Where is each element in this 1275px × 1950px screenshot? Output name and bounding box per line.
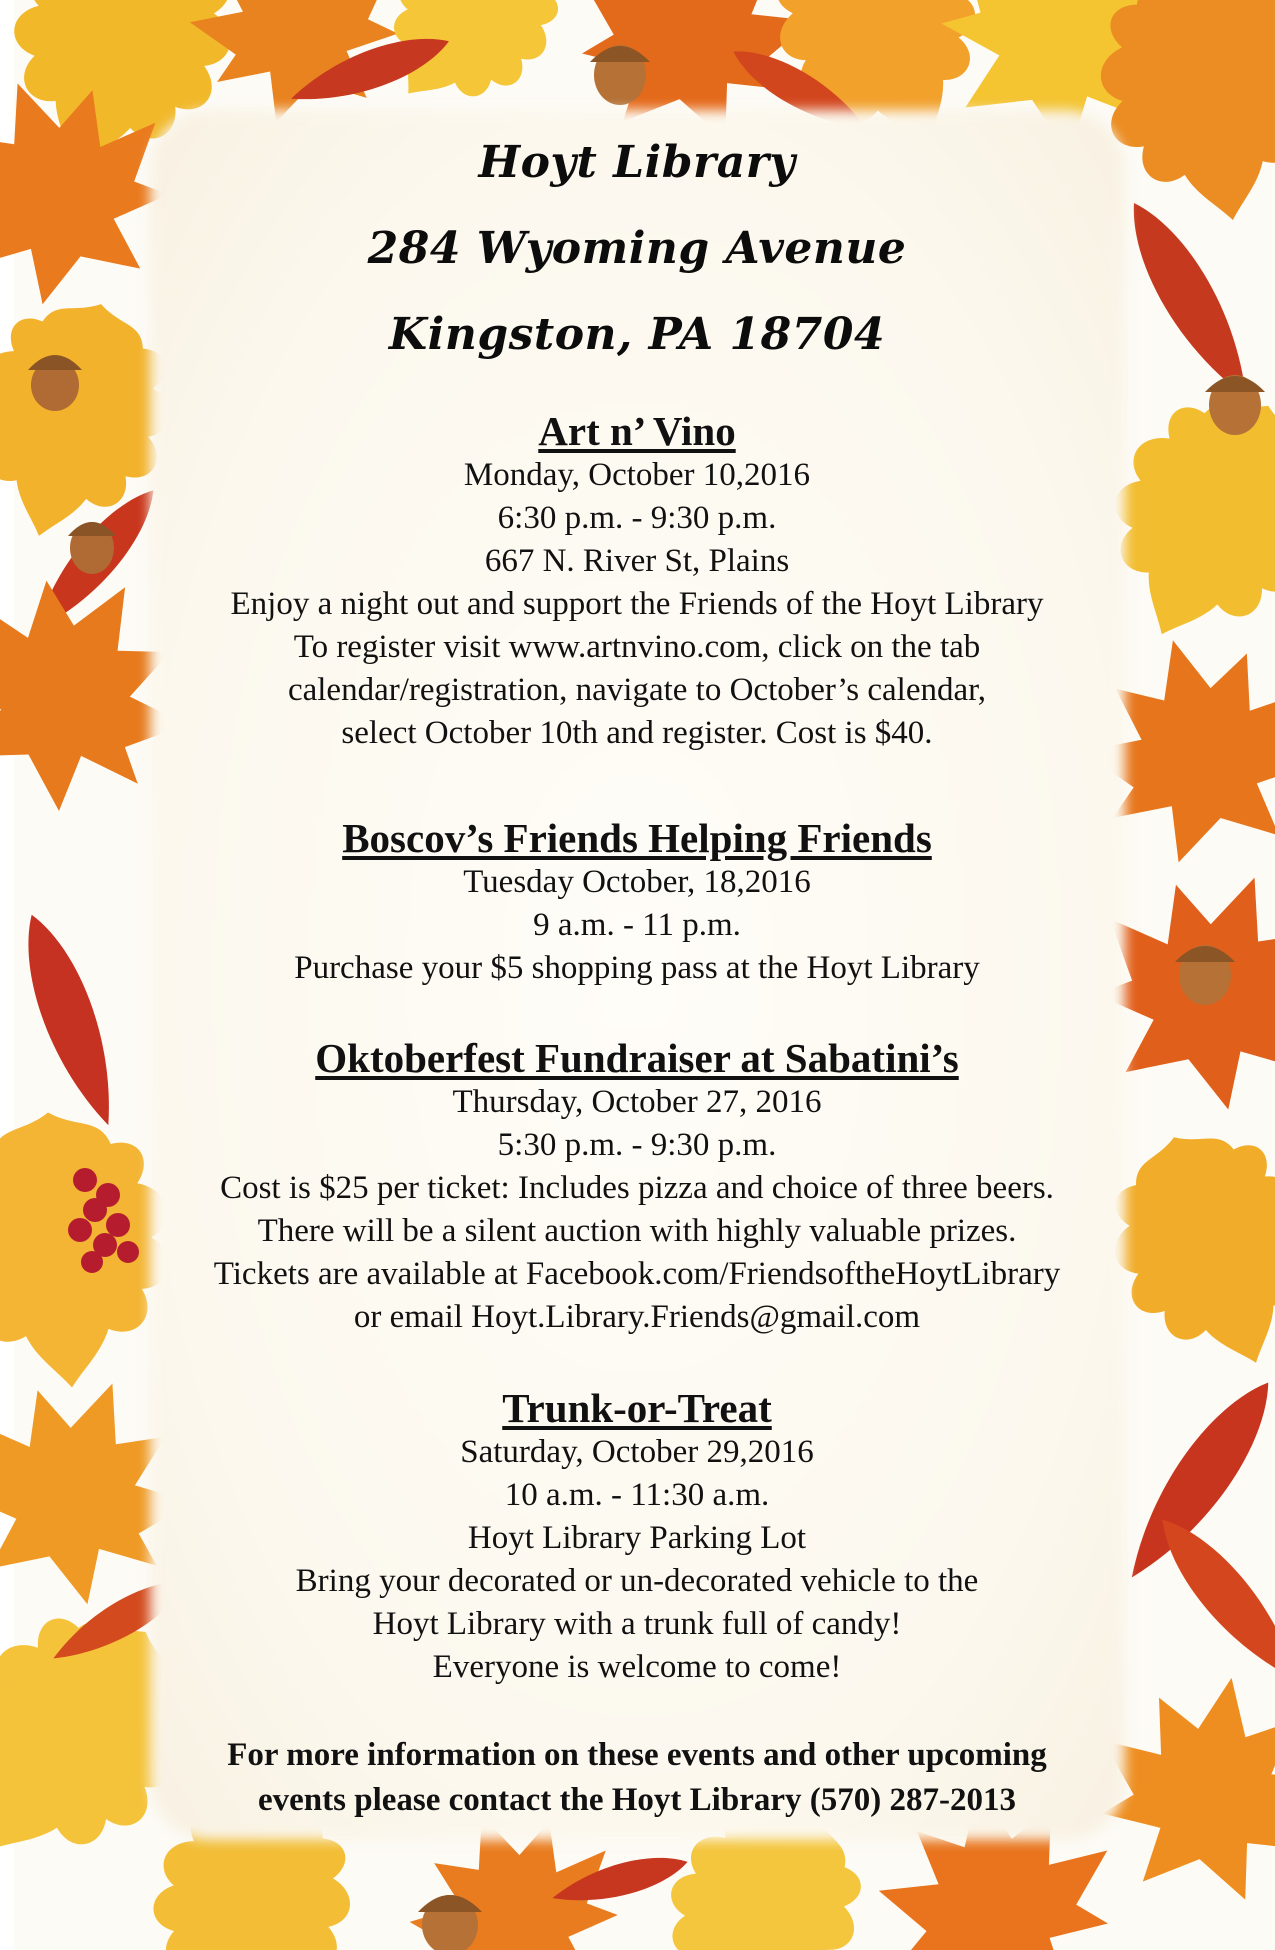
event-trunk-or-treat [120,1385,1154,1689]
event-art-n-vino [120,408,1154,755]
event-description: Everyone is welcome to come! [432,1649,842,1685]
event-description: calendar/registration, navigate to October’s calendar, [287,672,987,708]
event-location: Hoyt Library Parking Lot [467,1520,807,1556]
event-title: Art n’ Vino [538,408,736,454]
contact-footer [120,1733,1154,1823]
event-date: Saturday, October 29,2016 [460,1434,814,1470]
event-title: Boscov’s Friends Helping Friends [342,815,932,861]
event-title: Trunk-or-Treat [502,1385,772,1431]
street-address: 284 Wyoming Avenue [367,223,907,274]
event-date: Monday, October 10,2016 [463,457,811,493]
event-date: Tuesday October, 18,2016 [463,864,811,900]
event-boscovs-friends-helping-friends [120,815,1154,990]
event-description: Bring your decorated or un-decorated vehicle to the [295,1563,979,1599]
event-time: 9 a.m. - 11 p.m. [533,907,741,943]
library-address-header [120,120,1154,378]
event-location: 667 N. River St, Plains [484,543,790,579]
event-time: 5:30 p.m. - 9:30 p.m. [497,1127,777,1163]
event-description: There will be a silent auction with highly valuable prizes. [257,1213,1017,1249]
footer-line: events please contact the Hoyt Library (570) 287-2013 [258,1782,1016,1818]
event-description: Tickets are available at Facebook.com/FriendsoftheHoytLibrary [213,1256,1061,1292]
event-time: 10 a.m. - 11:30 a.m. [504,1477,770,1513]
city-state-zip: Kingston, PA 18704 [388,309,886,360]
event-title: Oktoberfest Fundraiser at Sabatini’s [315,1035,959,1081]
event-description: Enjoy a night out and support the Friends of the Hoyt Library [230,586,1044,622]
event-description: Purchase your $5 shopping pass at the Hoyt Library [294,950,980,986]
event-description: or email Hoyt.Library.Friends@gmail.com [353,1299,921,1335]
event-oktoberfest-fundraiser [120,1035,1154,1339]
event-description: select October 10th and register. Cost is $40. [341,715,933,751]
event-description: Cost is $25 per ticket: Includes pizza and choice of three beers. [220,1170,1054,1206]
event-time: 6:30 p.m. - 9:30 p.m. [497,500,777,536]
event-description: Hoyt Library with a trunk full of candy! [372,1606,902,1642]
footer-line: For more information on these events and other upcoming [227,1737,1047,1773]
event-description: To register visit www.artnvino.com, click on the tab [293,629,981,665]
event-date: Thursday, October 27, 2016 [452,1084,822,1120]
library-name: Hoyt Library [478,137,796,188]
flyer-content [120,0,1154,1950]
